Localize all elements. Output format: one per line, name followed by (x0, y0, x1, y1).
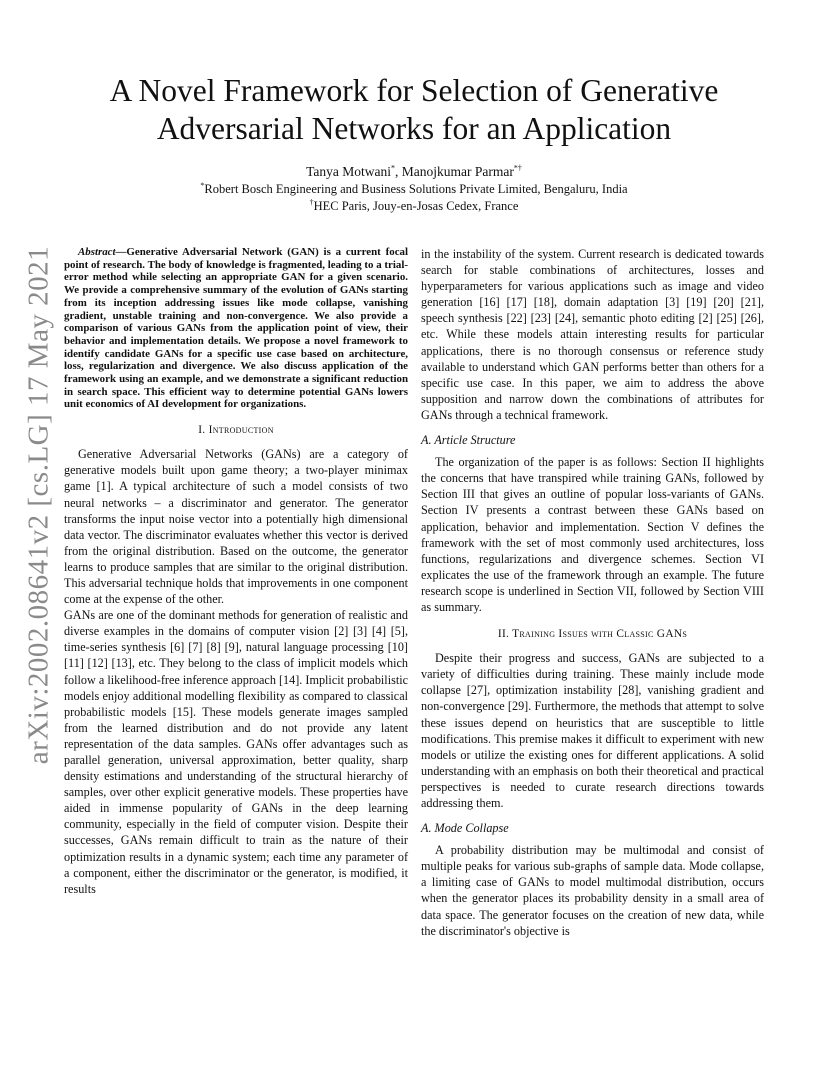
affiliation-2 (64, 198, 764, 215)
paper-title: A Novel Framework for Selection of Generative Adversarial Networks for an Application (109, 73, 719, 146)
affiliation-1 (64, 181, 764, 198)
left-column (64, 246, 408, 897)
arxiv-identifier-text: arXiv:2002.08641v2 [cs.LG] 17 May 2021 (22, 245, 55, 765)
training-issues-paragraph: Despite their progress and success, GANs are subjected to a variety of difficulties during training. These mainly include mode collapse [27], optimization instability [28], vanishing gradient and non-convergence [29]. Furthermore, the methods that attempt to solve these issues depend on heuristics that are susceptible to little modifications. This premise makes it difficult to experiment with new models or utilize the existing ones for different applications. A solid understanding with an emphasis on both their theoretical and practical perspectives is needed to curate research directions towards addressing them. (421, 651, 764, 810)
intro-paragraph: GANs are one of the dominant methods for generation of realistic and diverse examples in the domains of computer vision [2] [3] [4] [5], time-series synthesis [6] [7] [8] [9], natural language processing [10] [11] [12] [13], etc. They belong to the class of implicit models which follow a likelihood-free inference approach [14]. Implicit probabilistic models enjoy additional modelling flexibility as compared to classical probabilistic models [15]. These models generate images sampled from the learned distribution and do not provide any latent representation of the data samples. GANs offer advantages such as parallel generation, universal approximation, better quality, sharp density estimations and understanding of the structural hierarchy of samples, over other explicit generative models. These properties have aided in immense popularity of GANs in the deep learning community, especially in the field of computer vision. Despite their successes, GANs remain difficult to train as the nature of their optimization results in a dynamic system; each time any parameter of a component, either the discriminator or the generator, is modified, it results (64, 608, 408, 896)
affiliation-mark: * (200, 180, 205, 190)
affiliation-text: HEC Paris, Jouy-en-Josas Cedex, France (313, 199, 519, 213)
body-paragraph: in the instability of the system. Current research is dedicated towards search for stable combinations of architectures, losses and hyperparameters for various applications such as image and video generation [16] [17] [18], domain adaptation [3] [19] [20] [21], speech synthesis [22] [23] [24], semantic photo editing [2] [25] [26], etc. While these models attain interesting results for particular applications, there is no thorough consensus or reference study available to understand which GAN performs better than others for a specific use case. In this paper, we aim to address the above supposition and narrow down the combinations of attributes for GANs through a technical framework. (421, 247, 764, 422)
subsection-heading-mode-collapse: A. Mode Collapse (421, 821, 509, 836)
abstract-label: Abstract (78, 246, 116, 258)
section-heading-introduction: I. Introduction (198, 424, 274, 437)
author-line: Tanya Motwani*, Manojkumar Parmar*† (306, 163, 522, 179)
section-heading-training-issues: II. Training Issues with Classic GANs (497, 628, 688, 641)
article-structure-paragraph: The organization of the paper is as follows: Section II highlights the concerns that have transpired while training GANs, followed by Section III that gives an outline of popular loss-variants of GANs. Section IV presents a contrast between these GANs based on application, behavior and implementation. Section V defines the framework with the set of most commonly used architectures, loss functions, regularizations and divergence schemes. Section VI explicates the use of the framework through an example. The future research scope is underlined in Section VII, followed by Section VIII as summary. (421, 455, 764, 614)
author-mark: * (391, 163, 396, 173)
mode-collapse-paragraph: A probability distribution may be multimodal and consist of multiple peaks for various sub-graphs of sample data. Mode collapse, a limiting case of GANs to model multimodal distribution, occurs when the generator places its probability density in a small area of data space. The generator focuses on the creation of new data, while the discriminator's objective is (421, 843, 764, 938)
intro-paragraph: Generative Adversarial Networks (GANs) are a category of generative models built upon game theory; a two-player minimax game [1]. A typical architecture of such a model consists of two neural networks – a discriminator and generator. The generator transforms the input noise vector into a potentially high dimensional data vector. The discriminator evaluates whether this vector is derived from the original distribution. Based on the outcome, the generator learns to produce samples that are similar to the original distribution. This adversarial technique holds that improvements in one component come at the expense of the other. (64, 447, 408, 607)
author-name: Manojkumar Parmar (401, 164, 514, 179)
affiliation-mark: † (309, 197, 314, 207)
subsection-heading-article-structure: A. Article Structure (421, 433, 516, 448)
abstract (64, 246, 408, 411)
author-mark: *† (513, 163, 522, 173)
abstract-body: —Generative Adversarial Network (GAN) is a current focal point of research. The body of knowledge is fragmented, leading to a trial-error method while selecting an appropriate GAN for a given scenario. We provide a comprehensive summary of the evolution of GANs starting from its inception addressing issues like mode collapse, vanishing gradient, unstable training and non-convergence. We also provide a comparison of various GANs from the application point of view, their behavior and implementation details. We propose a novel framework to identify candidate GANs for a specific use case based on architecture, loss, regularization and divergence. We also discuss application of the framework using an example, and we demonstrate a significant reduction in search space. This efficient way to determine potential GANs lowers unit economics of AI development for organizations. (64, 246, 408, 411)
affiliation-text: Robert Bosch Engineering and Business Solutions Private Limited, Bengaluru, India (204, 182, 628, 196)
arxiv-identifier-stamp (19, 245, 59, 765)
author-name: Tanya Motwani (306, 164, 392, 179)
right-column (421, 246, 764, 939)
